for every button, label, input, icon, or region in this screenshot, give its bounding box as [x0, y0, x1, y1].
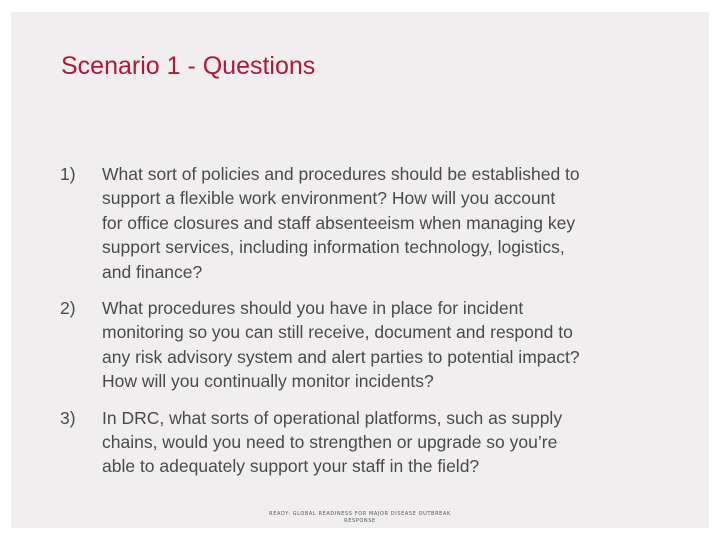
footer-line: RESPONSE [344, 518, 376, 524]
question-line: support services, including information technology, logistics, [102, 237, 565, 258]
question-line: and finance? [102, 261, 203, 282]
question-item [60, 296, 660, 394]
question-line: for office closures and staff absenteeism when managing key [102, 212, 576, 233]
question-item [60, 406, 660, 479]
question-line: What sort of policies and procedures should be established to [102, 164, 580, 184]
question-text [102, 296, 660, 394]
slide [11, 12, 709, 528]
footer [11, 511, 709, 525]
question-number: 3) [60, 407, 76, 428]
question-line: any risk advisory system and alert parties to potential impact? [102, 346, 580, 367]
question-line: chains, would you need to strengthen or upgrade so you’re [102, 432, 558, 453]
question-number: 1) [60, 164, 76, 184]
question-text [102, 406, 660, 479]
question-line: monitoring so you can still receive, document and respond to [102, 322, 573, 343]
question-line: able to adequately support your staff in the field? [102, 456, 480, 477]
question-line: What procedures should you have in place for incident [102, 298, 524, 319]
question-number: 2) [60, 298, 76, 319]
footer-line: READY: GLOBAL READINESS FOR MAJOR DISEASE OUTBREAK [269, 511, 451, 517]
question-line: support a flexible work environment? How will you account [102, 188, 556, 209]
question-text [102, 162, 660, 284]
question-line: How will you continually monitor incidents? [102, 371, 434, 392]
question-line: In DRC, what sorts of operational platforms, such as supply [102, 407, 563, 428]
question-list [60, 162, 660, 491]
question-item [60, 162, 660, 284]
slide-title: Scenario 1 - Questions [61, 52, 316, 80]
